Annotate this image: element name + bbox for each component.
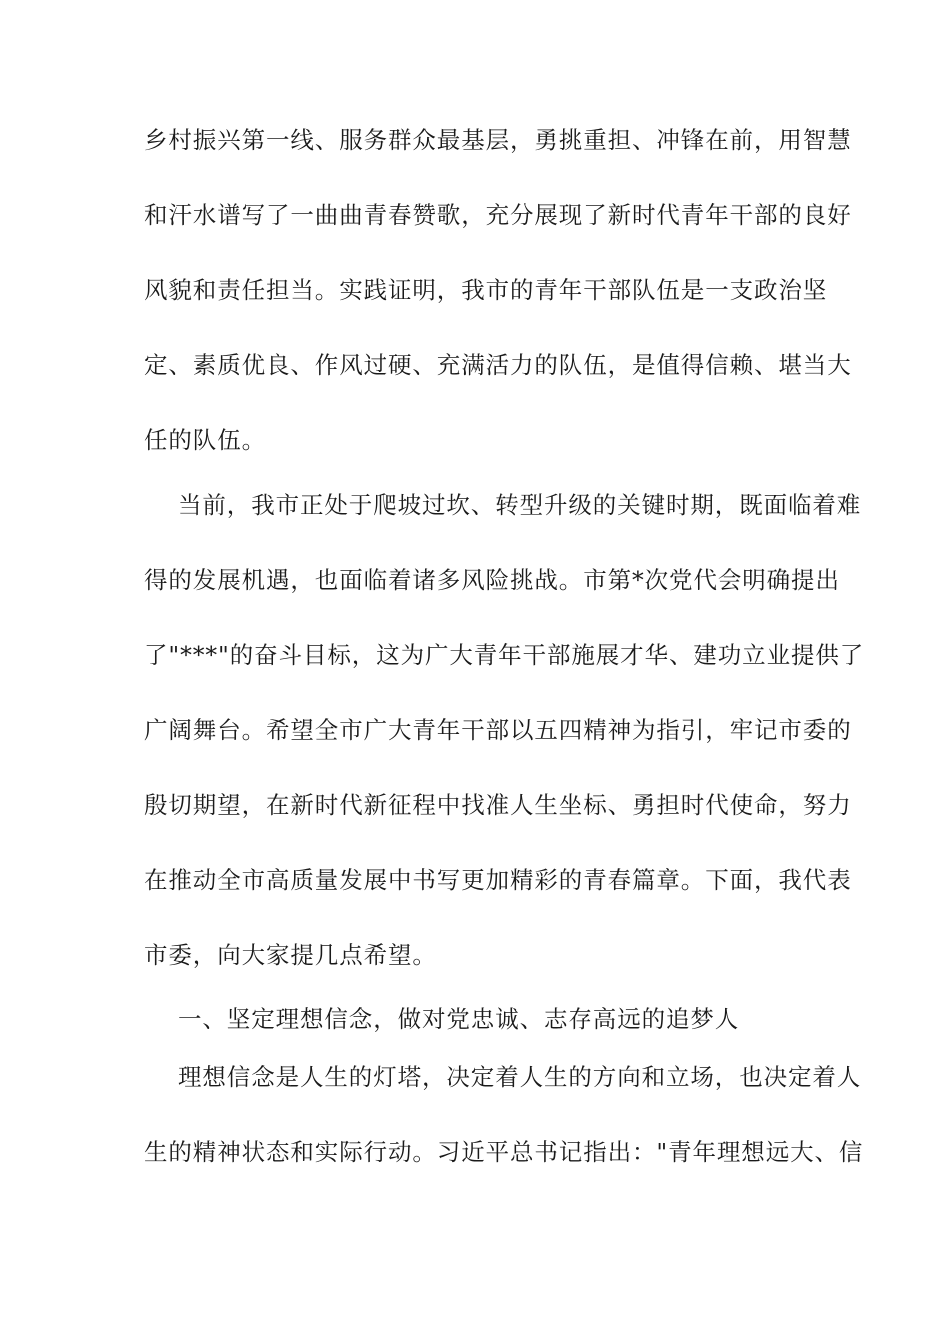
paragraph-line: 生的精神状态和实际行动。习近平总书记指出："青年理想远大、信	[144, 1138, 864, 1166]
paragraph-line: 定、素质优良、作风过硬、充满活力的队伍，是值得信赖、堪当大	[144, 351, 852, 379]
paragraph-line: 和汗水谱写了一曲曲青春赞歌，充分展现了新时代青年干部的良好	[144, 201, 852, 229]
paragraph-line: 得的发展机遇，也面临着诸多风险挑战。市第*次党代会明确提出	[144, 566, 840, 594]
paragraph-line: 市委，向大家提几点希望。	[144, 941, 437, 969]
paragraph-line: 风貌和责任担当。实践证明，我市的青年干部队伍是一支政治坚	[144, 276, 828, 304]
section-heading: 一、坚定理想信念，做对党忠诚、志存高远的追梦人	[178, 1005, 740, 1033]
paragraph-line: 任的队伍。	[144, 426, 266, 454]
paragraph-line: 在推动全市高质量发展中书写更加精彩的青春篇章。下面，我代表	[144, 866, 852, 894]
paragraph-line: 理想信念是人生的灯塔，决定着人生的方向和立场，也决定着人	[178, 1063, 862, 1091]
paragraph-line: 广阔舞台。希望全市广大青年干部以五四精神为指引，牢记市委的	[144, 716, 852, 744]
paragraph-line: 殷切期望，在新时代新征程中找准人生坐标、勇担时代使命，努力	[144, 791, 852, 819]
paragraph-line: 当前，我市正处于爬坡过坎、转型升级的关键时期，既面临着难	[178, 491, 862, 519]
paragraph-line: 了"***"的奋斗目标，这为广大青年干部施展才华、建功立业提供了	[144, 641, 865, 669]
paragraph-line: 乡村振兴第一线、服务群众最基层，勇挑重担、冲锋在前，用智慧	[144, 126, 852, 154]
